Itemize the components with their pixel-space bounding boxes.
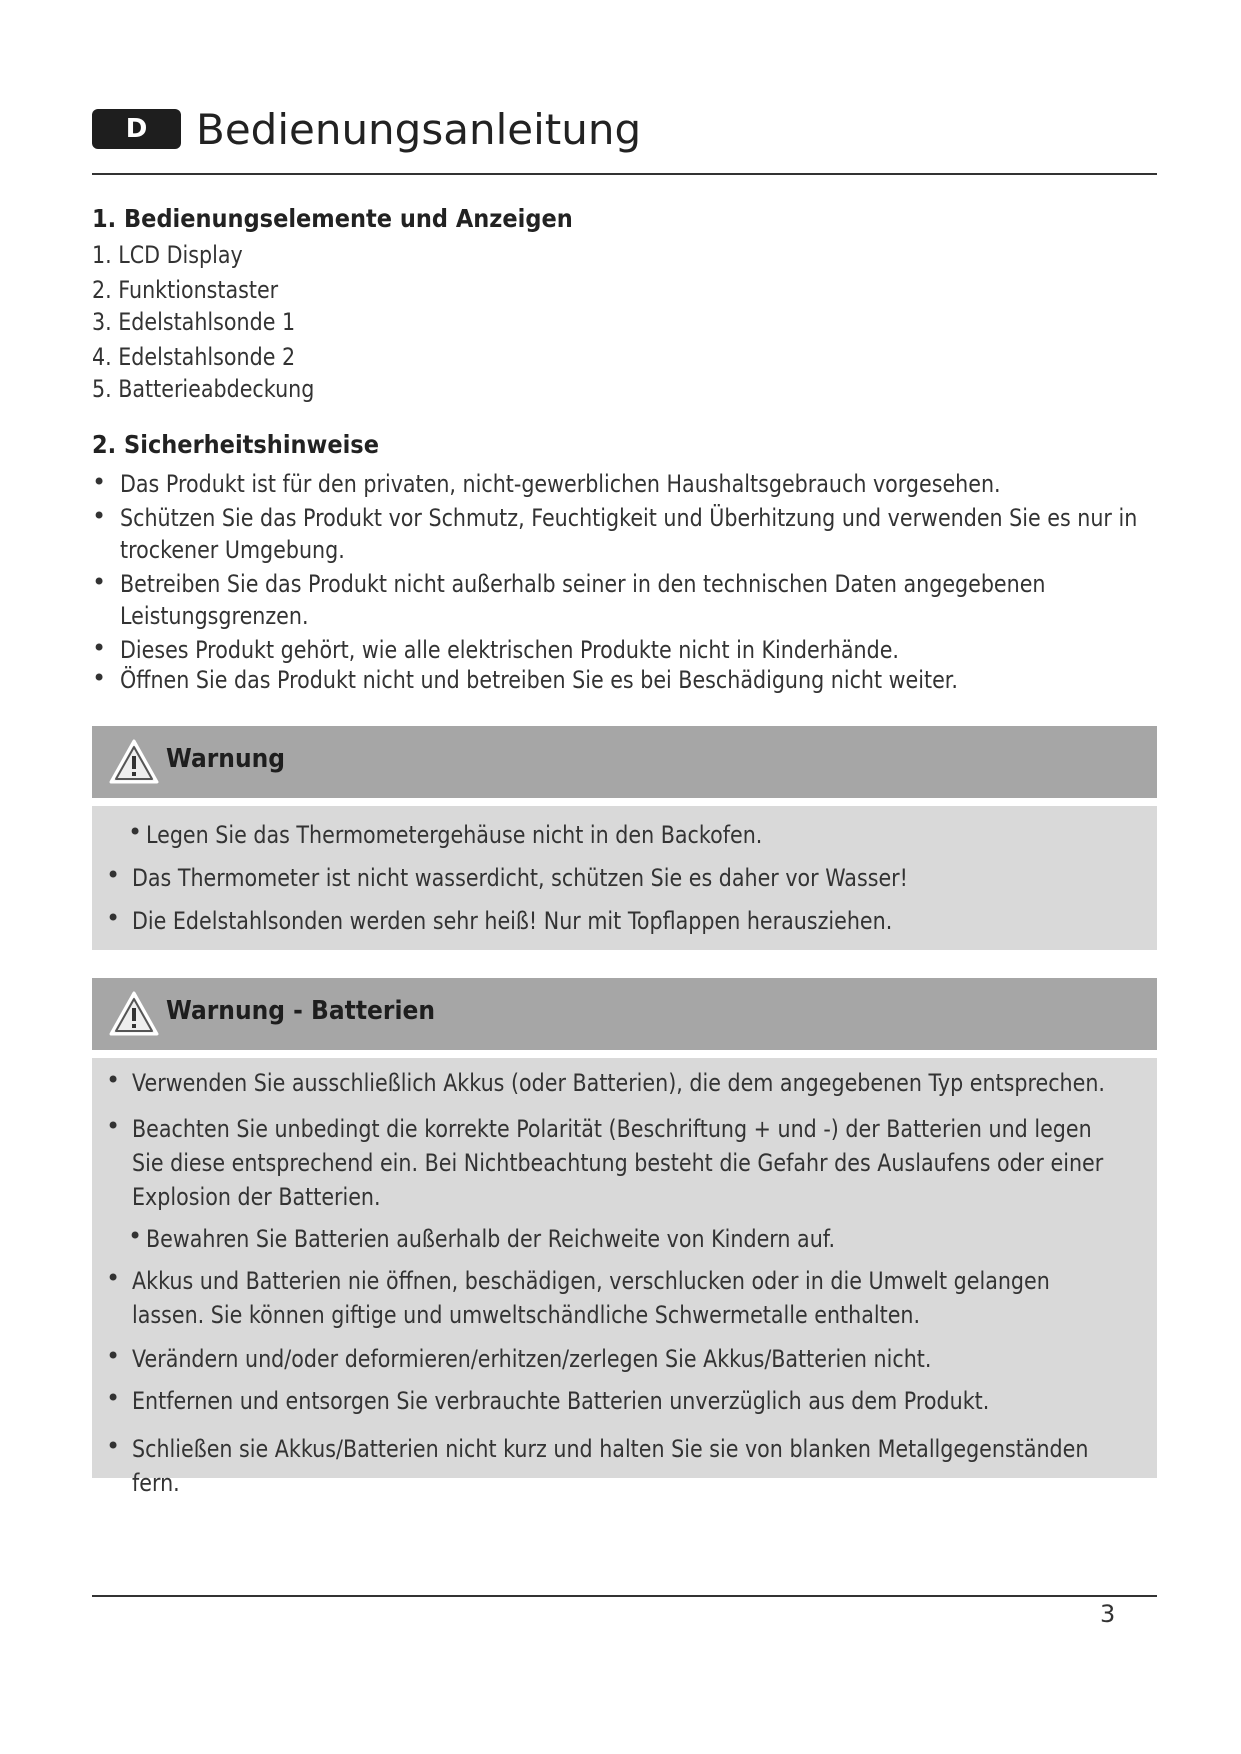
bullet-text: Verwenden Sie ausschließlich Akkus (oder Batterien), die dem angegebenen Typ entsprechen. xyxy=(132,1069,1105,1097)
bullet-text: Bewahren Sie Batterien außerhalb der Reichweite von Kindern auf. xyxy=(146,1225,836,1253)
bullet-text: Schließen sie Akkus/Batterien nicht kurz und halten Sie sie von blanken Metallgegenständen fern. xyxy=(132,1435,1089,1497)
bullet-dot: • xyxy=(92,468,107,496)
controls-item: 3. Edelstahlsonde 1 xyxy=(92,308,296,336)
bullet-dot: • xyxy=(128,818,143,846)
warning-triangle-icon xyxy=(108,990,160,1038)
bullet-text: Öffnen Sie das Produkt nicht und betreiben Sie es bei Beschädigung nicht weiter. xyxy=(120,666,958,694)
page-title: Bedienungsanleitung xyxy=(196,105,642,154)
bullet-text: Schützen Sie das Produkt vor Schmutz, Feuchtigkeit und Überhitzung und verwenden Sie es nur in trockener Umgebung. xyxy=(120,504,1138,564)
warning-title: Warnung - Batterien xyxy=(166,996,436,1026)
bullet-dot: • xyxy=(106,1384,121,1412)
warning-title: Warnung xyxy=(166,744,286,774)
bullet-dot: • xyxy=(92,664,107,692)
footer-divider xyxy=(92,1595,1157,1597)
bullet-dot: • xyxy=(106,1066,121,1094)
bullet-dot: • xyxy=(106,904,121,932)
bullet-dot: • xyxy=(106,861,121,889)
bullet-dot: • xyxy=(92,502,107,530)
controls-item: 1. LCD Display xyxy=(92,241,243,269)
bullet-text: Die Edelstahlsonden werden sehr heiß! Nur mit Topflappen herausziehen. xyxy=(132,907,893,935)
bullet-text: Akkus und Batterien nie öffnen, beschädigen, verschlucken oder in die Umwelt gelangen lassen. Sie können giftige und umweltschändliche Schwermetalle enthalten. xyxy=(132,1267,1050,1329)
controls-item: 4. Edelstahlsonde 2 xyxy=(92,343,296,371)
battery-warning-header xyxy=(92,978,1157,1050)
warning-body xyxy=(92,806,1157,950)
bullet-text: Verändern und/oder deformieren/erhitzen/zerlegen Sie Akkus/Batterien nicht. xyxy=(132,1345,932,1373)
bullet-text: Legen Sie das Thermometergehäuse nicht in den Backofen. xyxy=(146,821,763,849)
page-header xyxy=(92,100,1157,176)
warning-header xyxy=(92,726,1157,798)
header-divider xyxy=(92,173,1157,175)
bullet-text: Beachten Sie unbedingt die korrekte Polarität (Beschriftung + und -) der Batterien und legen Sie diese entsprechend ein. Bei Nichtbeachtung besteht die Gefahr des Auslaufens oder einer Explosion der Batterien. xyxy=(132,1115,1104,1211)
bullet-dot: • xyxy=(106,1432,121,1460)
bullet-dot: • xyxy=(128,1222,143,1250)
bullet-text: Betreiben Sie das Produkt nicht außerhalb seiner in den technischen Daten angegebenen Leistungsgrenzen. xyxy=(120,570,1046,630)
warning-triangle-icon xyxy=(108,738,160,786)
bullet-text: Das Produkt ist für den privaten, nicht-gewerblichen Haushaltsgebrauch vorgesehen. xyxy=(120,470,1001,498)
bullet-dot: • xyxy=(106,1264,121,1292)
section-heading-safety: 2. Sicherheitshinweise xyxy=(92,430,379,459)
bullet-dot: • xyxy=(106,1342,121,1370)
bullet-dot: • xyxy=(106,1112,121,1140)
bullet-dot: • xyxy=(92,568,107,596)
bullet-text: Entfernen und entsorgen Sie verbrauchte Batterien unverzüglich aus dem Produkt. xyxy=(132,1387,990,1415)
controls-item: 2. Funktionstaster xyxy=(92,276,279,304)
bullet-text: Das Thermometer ist nicht wasserdicht, schützen Sie es daher vor Wasser! xyxy=(132,864,908,892)
page-number: 3 xyxy=(1100,1600,1116,1628)
battery-warning-body xyxy=(92,1058,1157,1497)
language-badge: D xyxy=(92,109,181,149)
section-heading-controls: 1. Bedienungselemente und Anzeigen xyxy=(92,204,573,233)
bullet-text: Dieses Produkt gehört, wie alle elektrischen Produkte nicht in Kinderhände. xyxy=(120,636,899,664)
bullet-dot: • xyxy=(92,634,107,662)
controls-item: 5. Batterieabdeckung xyxy=(92,375,315,403)
